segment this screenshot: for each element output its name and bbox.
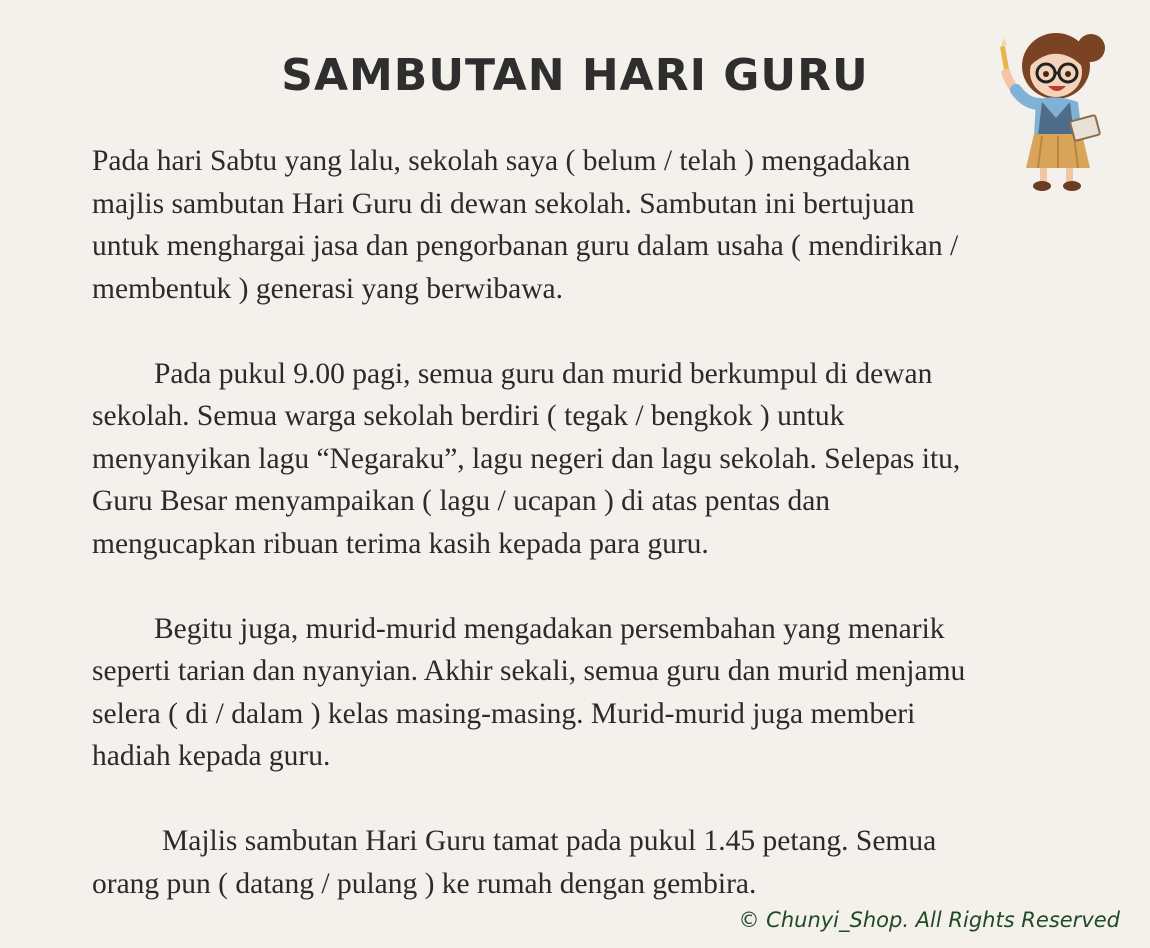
- page-title: SAMBUTAN HARI GURU: [281, 50, 869, 101]
- paragraph-line: Begitu juga, murid-murid mengadakan persembahan yang menarik: [154, 612, 945, 645]
- paragraph-line: Guru Besar menyampaikan ( lagu / ucapan ) di atas pentas dan: [92, 485, 831, 517]
- paragraph-2: [92, 353, 1092, 566]
- paragraph-line: hadiah kepada guru.: [92, 740, 331, 772]
- copyright-notice: © Chunyi_Shop. All Rights Reserved: [738, 908, 1120, 932]
- paragraph-line: orang pun ( datang / pulang ) ke rumah dengan gembira.: [92, 867, 757, 900]
- paragraph-line: untuk menghargai jasa dan pengorbanan guru dalam usaha ( mendirikan /: [92, 230, 959, 262]
- paragraph-line: Majlis sambutan Hari Guru tamat pada pukul 1.45 petang. Semua: [162, 825, 937, 857]
- paragraph-line: selera ( di / dalam ) kelas masing-masing. Murid-murid juga memberi: [92, 697, 916, 730]
- paragraph-line: Pada hari Sabtu yang lalu, sekolah saya ( belum / telah ) mengadakan: [92, 145, 911, 177]
- paragraph-line: sekolah. Semua warga sekolah berdiri ( tegak / bengkok ) untuk: [92, 400, 845, 432]
- paragraph-line: majlis sambutan Hari Guru di dewan sekolah. Sambutan ini bertujuan: [92, 187, 915, 220]
- paragraph-line: mengucapkan ribuan terima kasih kepada para guru.: [92, 527, 709, 560]
- paragraph-line: membentuk ) generasi yang berwibawa.: [92, 272, 564, 305]
- paragraph-line: menyanyikan lagu “Negaraku”, lagu negeri dan lagu sekolah. Selepas itu,: [92, 442, 961, 475]
- paragraph-line: Pada pukul 9.00 pagi, semua guru dan murid berkumpul di dewan: [154, 357, 933, 390]
- paragraph-1: [92, 140, 1092, 310]
- paragraph-4: [92, 820, 1092, 905]
- paragraph-3: [92, 608, 1092, 778]
- paragraph-line: seperti tarian dan nyanyian. Akhir sekali, semua guru dan murid menjamu: [92, 655, 966, 687]
- passage: [92, 140, 1092, 948]
